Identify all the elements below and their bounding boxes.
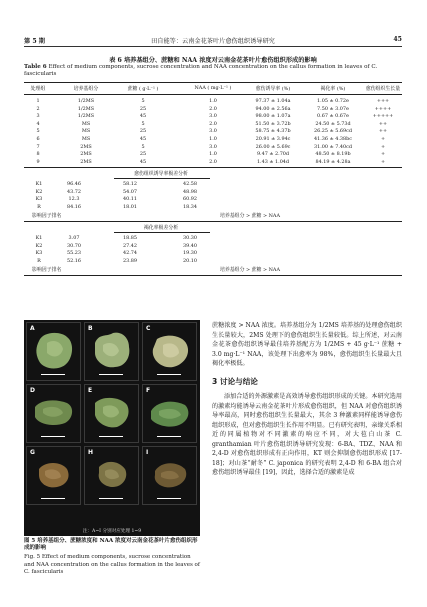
table-cell: 20.91 ± 3.94c [255, 136, 291, 142]
callus-image [143, 323, 197, 381]
table-cell: +++++ [372, 113, 394, 120]
table-row [24, 106, 402, 114]
figure-note: 注：A~I 分别对应处理 1~9 [82, 529, 142, 534]
photo-panel-a [26, 322, 81, 381]
table-cell: 9 [36, 158, 40, 165]
scale-bar [99, 374, 123, 375]
callus-image [27, 323, 81, 381]
table-header-row [24, 85, 402, 93]
panel-letter: B [88, 325, 93, 332]
panel-letter: D [30, 387, 35, 394]
header-cell: NAA ( mg·L⁻¹ ) [194, 85, 232, 91]
table-cell: MS [81, 136, 91, 142]
analysis1-factor-row: 影响因子排名 培养基组分 > 蔗糖 > NAA [32, 213, 280, 219]
table-cell: 8 [36, 151, 40, 158]
table-cell: ++ [378, 120, 388, 127]
scale-bar [157, 498, 181, 499]
table-cell: 2 [36, 105, 40, 112]
table-cell: 7.50 ± 3.07e [317, 105, 349, 112]
analysis1-row: K3 12.3 40.11 60.92 [35, 196, 197, 203]
body-paragraph: 添加合适的外源激素是高效诱导愈伤组织形成的关键。本研究选用的激素均能诱导云南金花茶叶片形成愈伤组织，但 NAA 对愈伤组织诱导率最高，同时愈伤组织生长量最大，其余 3 种激素同样能诱导愈伤组织形成，但对愈伤组织生长作用不明显。已有研究表明，亲缘关系相近的同属植物对不同激素的响应不同，对大苞白山茶 C. granthamian 叶片愈伤组织诱导研究发现：6-BA、TDZ、NAA 和 2,4-D 对愈伤组织形成有正向作用，KT 则会抑制愈伤组织形成 [17-18]；对山茶“耐冬” C. japonica 的研究表明 2,4-D 和 6-BA 组合对愈伤组织诱导最佳 [19]，因此，选择合适的激素是成 [212, 393, 402, 476]
table-cell: 25 [139, 128, 147, 135]
table-cell: 45 [139, 113, 147, 120]
table-caption-cn: 表 6 培养基组分、蔗糖和 NAA 浓度对云南金花茶叶片愈伤组织形成的影响 [109, 57, 317, 64]
section-heading: 3 讨论与结论 [212, 376, 258, 386]
scale-bar [157, 436, 181, 437]
table-cell: 2MS [80, 158, 92, 165]
table-label: Table 6 [24, 64, 47, 70]
table-cell: 1/2MS [77, 105, 95, 112]
panel-letter: A [30, 325, 35, 332]
table-cell: 2.0 [209, 120, 217, 127]
photo-panel-h [84, 446, 139, 505]
figure-caption [24, 538, 202, 576]
table-cell: 98.00 ± 1.07a [255, 113, 291, 120]
analysis2-title: 褐化率极差分析 [143, 225, 179, 231]
table-cell: 25 [139, 105, 147, 112]
callus-image [85, 447, 139, 505]
table-cell: 1.0 [209, 151, 217, 158]
scale-bar [41, 498, 65, 499]
table-cell: 2.0 [209, 158, 217, 165]
table-bottom-rule [24, 275, 402, 276]
table-cell: 4 [36, 120, 40, 127]
table-cell: 45 [139, 136, 147, 142]
callus-image [85, 323, 139, 381]
table-cell: 58.75 ± 4.37b [255, 128, 291, 135]
table-row [24, 121, 402, 129]
analysis2-row: K3 55.23 42.74 19.30 [35, 250, 197, 257]
panel-letter: C [146, 325, 151, 332]
table-cell: 1 [36, 98, 40, 104]
scale-bar [41, 374, 65, 375]
table-cell: ++++ [374, 105, 392, 112]
table-cell: +++ [376, 98, 390, 104]
table-row [24, 113, 402, 121]
table-cell: 1.05 ± 0.72e [317, 98, 349, 104]
analysis1-subrule [114, 178, 210, 179]
photo-panel-d [26, 384, 81, 443]
photo-panel-c [142, 322, 197, 381]
body-text-column [212, 321, 402, 478]
photo-panel-i [142, 446, 197, 505]
callus-image [27, 385, 81, 443]
scale-bar [41, 436, 65, 437]
figure-caption-en: Fig. 5 Effect of medium components, sucrose concentration and NAA concentration on the callus formation in the leaves of C. fascicularis [24, 554, 200, 575]
table-cell: 3.0 [209, 128, 217, 135]
table-cell: 25 [139, 151, 147, 158]
table-cell: MS [81, 120, 91, 127]
scale-bar [157, 374, 181, 375]
scale-bar [99, 436, 123, 437]
header-cell: 褐化率 (%) [320, 86, 346, 92]
header-cell: 蔗糖 ( g·L⁻¹ ) [127, 86, 159, 92]
analysis2-factor-row: 影响因子排名 培养基组分 > 蔗糖 > NAA [32, 267, 280, 273]
table-cell: 5 [141, 143, 145, 150]
table-cell: MS [81, 128, 91, 135]
table-row [24, 136, 402, 144]
running-title: 田自能等：云南金花茶叶片愈伤组织诱导研究 [151, 38, 275, 45]
scale-bar [99, 498, 123, 499]
table-cell: 5 [36, 128, 40, 135]
body-paragraph: 蔗糖浓度 > NAA 浓度。培养基组分为 1/2MS 培养基的处理愈伤组织生长量较大，2MS 处理下的愈伤组织生长量较低。综上所述，对云南金花茶愈伤组织诱导最佳培养基配方为 1/2MS + 45 g·L⁻¹ 蔗糖 + 3.0 mg·L⁻¹ NAA，该处理下出愈率为 98%，愈伤组织生长量最大且褐化率极低。 [212, 322, 402, 367]
table-cell: + [380, 158, 386, 165]
table-cell: 2MS [80, 143, 92, 150]
table-cell: 5 [141, 120, 145, 127]
analysis1-row: K1 96.46 58.12 42.58 [35, 181, 197, 187]
figure-caption-cn: 图 5 培养基组分、蔗糖浓度和 NAA 浓度对云南金花茶叶片愈伤组织形成的影响 [24, 538, 198, 552]
table-header-rule [24, 94, 402, 95]
photo-panel-g [26, 446, 81, 505]
table-cell: 2MS [80, 151, 92, 158]
table-cell: 94.00 ± 2.56a [255, 105, 291, 112]
table-cell: 2.0 [209, 105, 217, 112]
table-cell: 9.47 ± 2.70d [256, 151, 290, 158]
analysis2-row: R 52.16 23.89 20.10 [37, 257, 197, 264]
table-cell: 3.0 [209, 113, 217, 120]
page-number: 45 [393, 36, 402, 43]
table-cell: 7 [36, 143, 40, 150]
running-header [24, 36, 402, 47]
panel-letter: E [88, 387, 93, 394]
panel-letter: H [88, 449, 94, 456]
table-row [24, 151, 402, 159]
table-cell: 97.37 ± 1.04a [255, 98, 291, 104]
analysis2-subrule [114, 232, 210, 233]
callus-image [143, 447, 197, 505]
table-cell: 84.19 ± 4.28a [315, 158, 351, 165]
analysis1-row: K2 43.72 54.07 48.98 [35, 188, 197, 195]
table-cell: 3 [36, 113, 40, 120]
table-row [24, 159, 402, 167]
table-caption-en-text: Effect of medium components, sucrose concentration and NAA concentration on the callus formation in leaves of C. fascicularis [24, 64, 378, 77]
table-cell: 26.25 ± 5.69cd [314, 128, 352, 135]
callus-image [143, 385, 197, 443]
header-cell: 处理组 [30, 86, 46, 92]
table-cell: + [380, 136, 386, 142]
table-cell: 31.00 ± 7.40cd [314, 143, 352, 150]
analysis1-title: 愈伤组织诱导率极差分析 [134, 171, 188, 177]
table-cell: 1.0 [209, 98, 217, 104]
table-row [24, 128, 402, 136]
issue-number: 第 5 期 [24, 38, 45, 45]
table-cell: 51.50 ± 3.72b [255, 120, 291, 127]
analysis1-row: R 84.16 18.01 18.34 [37, 203, 197, 210]
panel-letter: I [146, 449, 149, 456]
analysis2-row: K2 30.70 27.42 39.40 [35, 242, 197, 249]
analysis2-row: K1 3.07 18.85 30.30 [35, 235, 197, 241]
table-caption-en [24, 64, 402, 78]
table-cell: 45 [139, 158, 147, 165]
photo-panel-f [142, 384, 197, 443]
table-cell: 26.00 ± 5.69c [255, 143, 291, 150]
table-cell: 24.50 ± 5.73d [315, 120, 351, 127]
table-row [24, 144, 402, 152]
header-cell: 愈伤诱导率 (%) [255, 86, 291, 92]
table-cell: + [380, 151, 386, 158]
table-cell: 48.50 ± 8.19b [315, 151, 351, 158]
table-cell: + [380, 143, 386, 150]
table-top-rule [24, 82, 402, 83]
table-cell: 1.43 ± 1.04d [256, 158, 290, 165]
table-cell: 3.0 [209, 143, 217, 150]
table-cell: 1/2MS [77, 113, 95, 120]
callus-image [27, 447, 81, 505]
callus-photo-figure [24, 320, 200, 536]
table-section-rule [24, 221, 402, 222]
header-cell: 愈伤组织生长量 [365, 86, 401, 92]
table-cell: 0.67 ± 0.67e [317, 113, 349, 120]
photo-panel-e [84, 384, 139, 443]
panel-letter: G [30, 449, 35, 456]
header-cell: 培养基组分 [73, 86, 99, 92]
table-section-rule [24, 167, 402, 168]
table-cell: 1/2MS [77, 98, 95, 104]
table-cell: 6 [36, 136, 40, 142]
table-cell: 5 [141, 98, 145, 104]
table-row [24, 98, 402, 106]
table-cell: 1.0 [209, 136, 217, 142]
photo-panel-b [84, 322, 139, 381]
table-cell: 41.36 ± 4.38bc [314, 136, 352, 142]
callus-image [85, 385, 139, 443]
table-cell: ++ [378, 128, 388, 135]
panel-letter: F [146, 387, 151, 394]
